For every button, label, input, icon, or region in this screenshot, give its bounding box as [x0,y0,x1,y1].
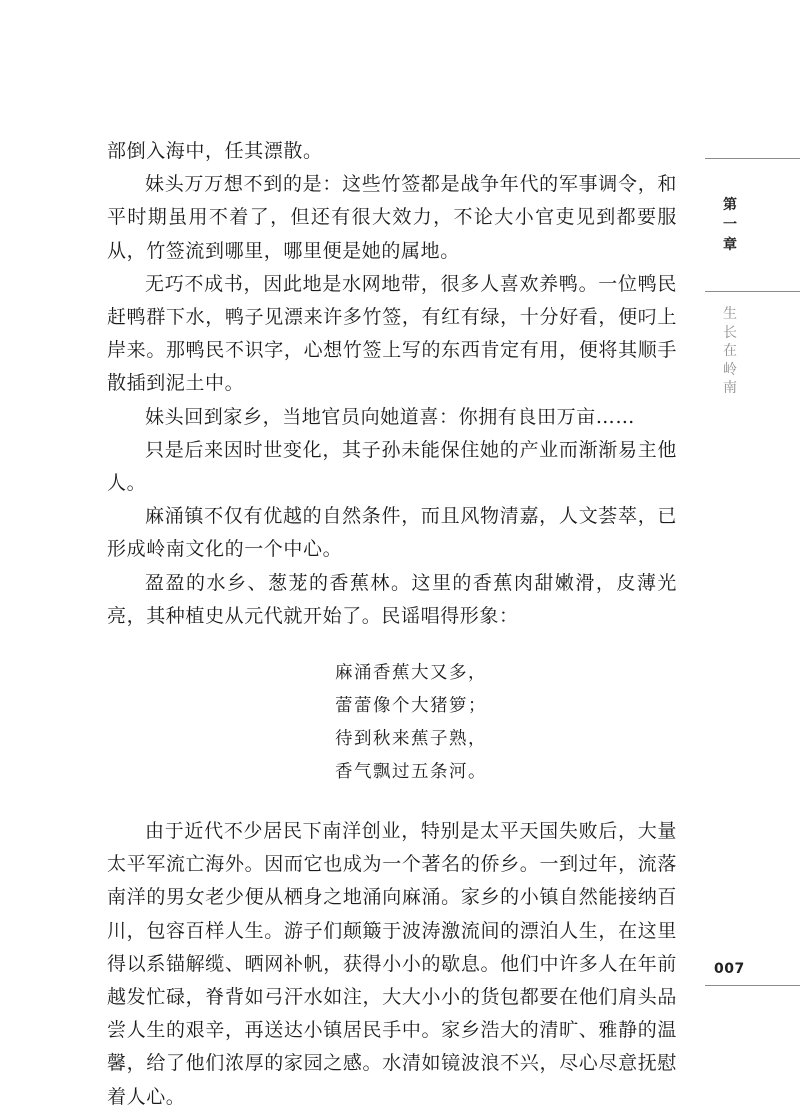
poem-line: 香气飘过五条河。 [335,762,487,783]
chapter-char: 第 [723,197,737,213]
paragraph: 妹头万万想不到的是：这些竹签都是战争年代的军事调令，和平时期虽用不着了，但还有很大效力，不论大小官吏见到都要服从，竹签流到哪里，哪里便是她的属地。 [107,173,677,262]
margin-rule-bottom [705,985,800,986]
margin-rule-middle [705,291,800,292]
paragraph: 盈盈的水乡、葱茏的香蕉林。这里的香蕉肉甜嫩滑，皮薄光亮，其种植史从元代就开始了。民谣唱得形象： [107,571,677,627]
chapter-label [719,195,741,255]
poem-line: 待到秋来蕉子熟， [335,729,487,750]
margin-rule-top [705,158,800,159]
paragraph: 由于近代不少居民下南洋创业，特别是太平天国失败后，大量太平军流亡海外。因而它也成为一个著名的侨乡。一到过年，流落南洋的男女老少便从栖身之地涌向麻涌。家乡的小镇自然能接纳百川，包容百样人生。游子们颠簸于波涛激流间的漂泊人生，在这里得以系锚解缆、晒网补帆，获得小小的歇息。他们中许多人在年前越发忙碌，脊背如弓汗水如注，大大小小的货包都要在他们肩头品尝人生的艰辛，再送达小镇居民手中。家乡浩大的清旷、雅静的温馨，给了他们浓厚的家园之感。水清如镜波浪不兴，尽心尽意抚慰着人心。 [107,820,677,1108]
page-number: 007 [714,961,745,977]
paragraph: 部倒入海中，任其漂散。 [107,140,323,162]
chapter-char: 一 [723,217,737,233]
poem-line: 蕾蕾像个大猪箩； [335,696,487,717]
section-char: 南 [723,380,737,396]
paragraph: 无巧不成书，因此地是水网地带，很多人喜欢养鸭。一位鸭民赶鸭群下水，鸭子见漂来许多竹签，有红有绿，十分好看，便叼上岸来。那鸭民不识字，心想竹签上写的东西肯定有用，便将其顺手散插到泥土中。 [107,272,677,395]
paragraph: 麻涌镇不仅有优越的自然条件，而且风物清嘉，人文荟萃，已形成岭南文化的一个中心。 [107,505,677,561]
main-text [107,135,677,1114]
section-char: 生 [723,306,737,322]
poem-line: 麻涌香蕉大又多， [335,663,487,684]
section-char: 长 [723,324,737,341]
section-char: 岭 [723,361,737,378]
folk-song [107,657,677,789]
paragraph: 妹头回到家乡，当地官员向她道喜：你拥有良田万亩…… [145,405,636,428]
chapter-char: 章 [723,237,737,253]
section-char: 在 [723,343,737,359]
paragraph: 只是后来因时世变化，其子孙未能保住她的产业而渐渐易主他人。 [107,438,677,495]
section-label [719,305,741,398]
